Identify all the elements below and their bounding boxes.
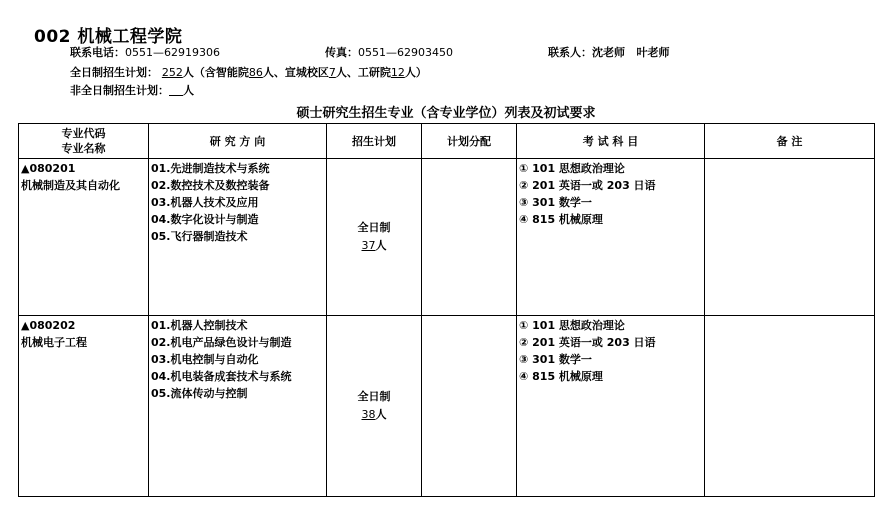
direction-item: 03.机电控制与自动化	[151, 353, 259, 366]
program-code: ▲080202	[21, 319, 76, 332]
col-header-notes: 备 注	[705, 124, 875, 159]
plan-count: 38	[361, 408, 376, 421]
exam-item: ① 101 思想政治理论	[519, 319, 625, 332]
exam-item: ① 101 思想政治理论	[519, 162, 625, 175]
parttime-value	[169, 84, 183, 97]
notes-cell	[705, 316, 875, 497]
exam-item: ② 201 英语一或 203 日语	[519, 336, 656, 349]
plan-label: 全日制	[357, 221, 391, 234]
plan-label: 全日制	[357, 390, 391, 403]
direction-item: 05.流体传动与控制	[151, 387, 248, 400]
col-header-plan: 招生计划	[327, 124, 422, 159]
program-code: ▲080201	[21, 162, 76, 175]
col-header-allocation: 计划分配	[422, 124, 517, 159]
parttime-label: 非全日制招生计划：	[70, 84, 169, 97]
contact-value: 0551—62919306	[125, 46, 220, 59]
fulltime-text2: 人、宣城校区	[262, 66, 329, 79]
parttime-plan-line	[70, 82, 194, 98]
fulltime-n3: 12	[390, 66, 405, 79]
fulltime-text4: 人）	[404, 66, 427, 79]
direction-item: 02.机电产品绿色设计与制造	[151, 336, 292, 349]
fulltime-label: 全日制招生计划：	[70, 66, 158, 79]
plan-cell	[327, 159, 422, 316]
table-header-row	[19, 124, 875, 159]
person-label: 联系人：	[548, 46, 592, 59]
person-field	[548, 44, 670, 60]
program-table	[18, 123, 875, 497]
directions-cell	[149, 316, 327, 497]
fulltime-text3: 人、工研院	[335, 66, 391, 79]
direction-item: 04.机电装备成套技术与系统	[151, 370, 292, 383]
col-header-code	[19, 124, 149, 159]
direction-item: 01.机器人控制技术	[151, 319, 248, 332]
parttime-unit: 人	[183, 84, 194, 97]
fulltime-n1: 86	[248, 66, 263, 79]
exam-item: ④ 815 机械原理	[519, 370, 603, 383]
program-code-cell	[19, 316, 149, 497]
person-value: 沈老师 叶老师	[592, 46, 670, 59]
contact-line	[70, 44, 670, 60]
table-row	[19, 316, 875, 497]
exam-item: ② 201 英语一或 203 日语	[519, 179, 656, 192]
allocation-cell	[422, 316, 517, 497]
direction-item: 02.数控技术及数控装备	[151, 179, 270, 192]
col-header-exam: 考 试 科 目	[517, 124, 705, 159]
plan-cell	[327, 316, 422, 497]
program-code-cell	[19, 159, 149, 316]
table-row	[19, 159, 875, 316]
exam-cell	[517, 159, 705, 316]
fax-value: 0551—62903450	[358, 46, 453, 59]
allocation-cell	[422, 159, 517, 316]
table-subtitle: 硕士研究生招生专业（含专业学位）列表及初试要求	[296, 106, 596, 121]
fax-field	[325, 44, 453, 60]
direction-item: 04.数字化设计与制造	[151, 213, 259, 226]
exam-item: ③ 301 数学一	[519, 353, 592, 366]
contact-label: 联系电话：	[70, 46, 125, 59]
plan-count: 37	[361, 239, 376, 252]
exam-cell	[517, 316, 705, 497]
plan-unit: 人	[375, 408, 387, 421]
notes-cell	[705, 159, 875, 316]
exam-item: ③ 301 数学一	[519, 196, 592, 209]
direction-item: 05.飞行器制造技术	[151, 230, 248, 243]
exam-item: ④ 815 机械原理	[519, 213, 603, 226]
direction-item: 01.先进制造技术与系统	[151, 162, 270, 175]
col-header-code-line1: 专业代码	[61, 127, 106, 140]
fax-label: 传真：	[325, 46, 358, 59]
fulltime-total: 252	[161, 66, 183, 79]
fulltime-plan-line	[70, 64, 427, 80]
program-name: 机械电子工程	[21, 336, 87, 349]
direction-item: 03.机器人技术及应用	[151, 196, 259, 209]
directions-cell	[149, 159, 327, 316]
fulltime-n2: 7	[328, 66, 336, 79]
program-name: 机械制造及其自动化	[21, 179, 120, 192]
col-header-code-line2: 专业名称	[61, 142, 106, 155]
fulltime-text1: 人（含智能院	[182, 66, 249, 79]
plan-unit: 人	[375, 239, 387, 252]
page-title: 002 机械工程学院	[34, 27, 183, 47]
col-header-direction: 研 究 方 向	[149, 124, 327, 159]
